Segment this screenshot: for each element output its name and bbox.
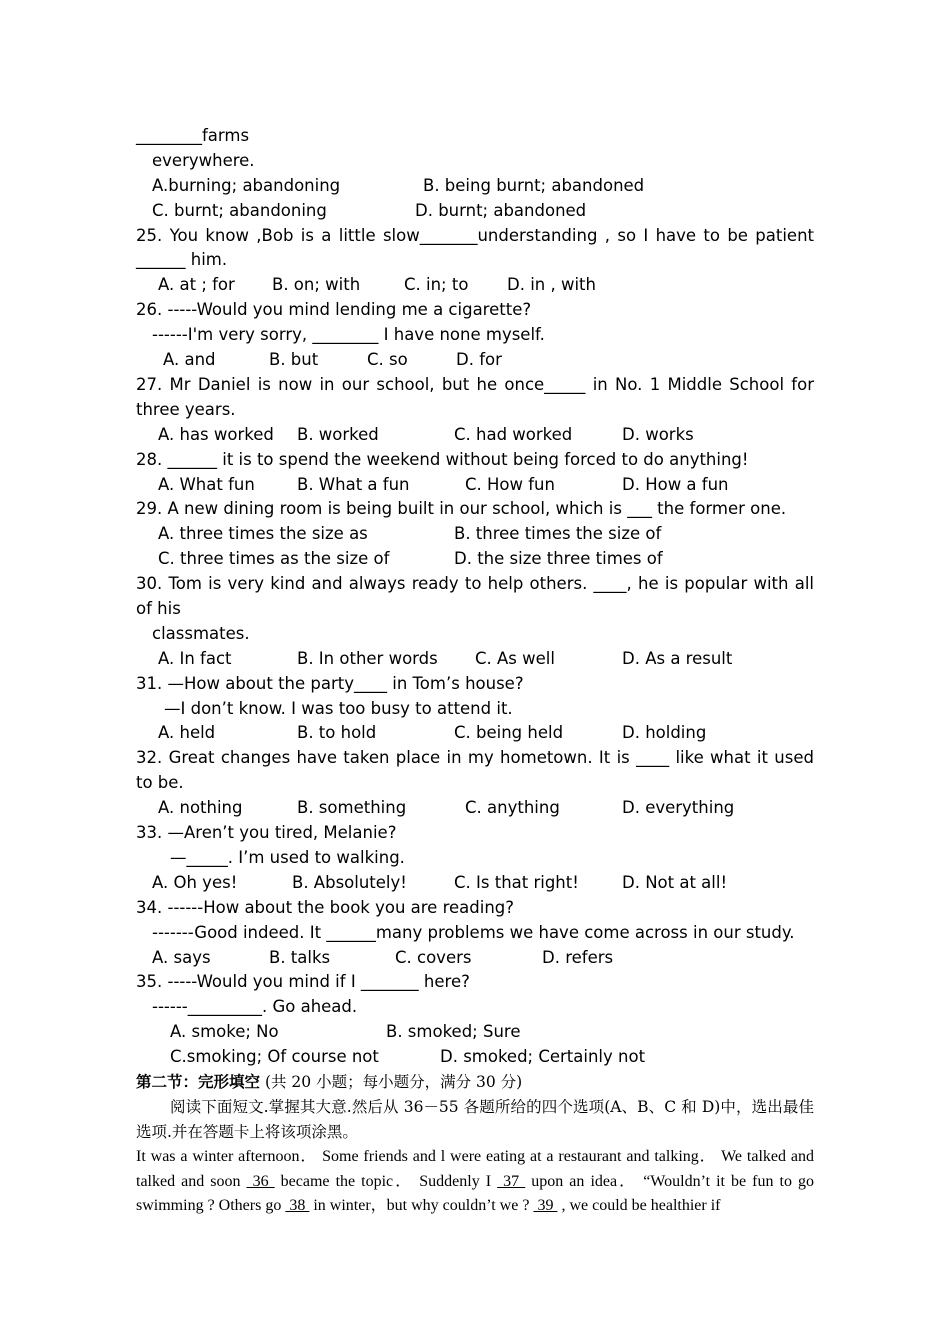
- q25-stem: 25. You know ,Bob is a little slow_______understanding , so I have to be patient ______ him.: [136, 225, 814, 270]
- q30-option-a: A. In fact: [158, 648, 232, 668]
- q28-option-a: A. What fun: [158, 474, 255, 494]
- q35-option-a: A. smoke; No: [170, 1022, 279, 1042]
- section2-heading: [136, 1070, 814, 1095]
- q32-options: [136, 796, 814, 821]
- cloze-blank: 39: [533, 1197, 558, 1215]
- q28-options: [136, 473, 814, 498]
- q28-option-d: D. How a fun: [622, 474, 729, 494]
- q34-option-b: B. talks: [269, 947, 331, 967]
- q24-option-c: C. burnt; abandoning: [152, 200, 327, 220]
- q26-stem: 26. -----Would you mind lending me a cigarette?: [136, 300, 532, 320]
- q33-stem2: —_____. I’m used to walking.: [170, 847, 405, 867]
- q34-stem: 34. ------How about the book you are reading?: [136, 897, 515, 917]
- q32-stem: 32. Great changes have taken place in my hometown. It is ____ like what it used to be.: [136, 748, 814, 793]
- q34-options: [136, 946, 814, 971]
- q33-stem: 33. —Aren’t you tired, Melanie?: [136, 823, 397, 843]
- q29-option-a: A. three times the size as: [158, 524, 368, 544]
- q29-options-row2: [136, 547, 814, 572]
- q26-option-a: A. and: [163, 350, 216, 370]
- q32-option-d: D. everything: [622, 798, 735, 818]
- q29-option-d: D. the size three times of: [454, 549, 663, 569]
- q35-option-d: D. smoked; Certainly not: [440, 1047, 646, 1067]
- q28-option-c: C. How fun: [465, 474, 555, 494]
- q28-stem: 28. ______ it is to spend the weekend without being forced to do anything!: [136, 449, 749, 469]
- q35-options-row2: [136, 1045, 814, 1070]
- q33-options: [136, 871, 814, 896]
- q26-stem2: ------I'm very sorry, ________ I have none myself.: [152, 325, 545, 345]
- q31-option-d: D. holding: [622, 723, 707, 743]
- cloze-blank: 37: [497, 1172, 526, 1190]
- q35-option-b: B. smoked; Sure: [386, 1022, 521, 1042]
- q33-option-b: B. Absolutely!: [292, 872, 407, 892]
- q30-options: [136, 647, 814, 672]
- q29-options-row1: [136, 522, 814, 547]
- cloze-passage: It was a winter afternoon． Some friends and l were eating at a restaurant and talking． We talked and talked and soon 36 became the topic． Suddenly I 37 upon an idea． “Wouldn’t it be fun to go swimming ? Others go 38 in winter，but why couldn’t we ? 39 , we could be healthier if: [136, 1147, 815, 1215]
- q24-option-d: D. burnt; abandoned: [415, 200, 587, 220]
- q32-option-a: A. nothing: [158, 798, 243, 818]
- q26-options: [136, 348, 814, 373]
- q29-stem: 29. A new dining room is being built in our school, which is ___ the former one.: [136, 499, 787, 519]
- q24-options-row1: [136, 174, 814, 199]
- q25-options: [136, 273, 814, 298]
- q29-option-c: C. three times as the size of: [158, 549, 390, 569]
- cloze-blank: 38: [285, 1197, 310, 1215]
- q33-option-c: C. Is that right!: [454, 872, 579, 892]
- q30-option-d: D. As a result: [622, 648, 733, 668]
- q33-option-d: D. Not at all!: [622, 872, 728, 892]
- q35-option-c: C.smoking; Of course not: [170, 1047, 379, 1067]
- q30-stem: 30. Tom is very kind and always ready to help others. ____, he is popular with all of his: [136, 574, 814, 618]
- section2-heading-title: 第二节：完形填空: [136, 1071, 261, 1091]
- q35-stem: 35. -----Would you mind if I _______ here?: [136, 972, 470, 992]
- q26-option-d: D. for: [456, 350, 502, 370]
- q25-option-c: C. in; to: [404, 275, 469, 295]
- q27-option-b: B. worked: [297, 424, 379, 444]
- q25-option-a: A. at ; for: [158, 275, 235, 295]
- q31-options: [136, 721, 814, 746]
- q31-stem2: —I don’t know. I was too busy to attend it.: [164, 698, 513, 718]
- cloze-blank: 36: [246, 1172, 275, 1190]
- q34-option-c: C. covers: [395, 947, 472, 967]
- q34-option-d: D. refers: [542, 947, 614, 967]
- q25-option-d: D. in , with: [507, 275, 596, 295]
- exam-page: [136, 124, 814, 1219]
- q27-stem: 27. Mr Daniel is now in our school, but he once_____ in No. 1 Middle School for three years.: [136, 374, 814, 419]
- q24-option-b: B. being burnt; abandoned: [423, 175, 645, 195]
- q31-stem: 31. —How about the party____ in Tom’s house?: [136, 673, 524, 693]
- section2-instructions: 阅读下面短文.掌握其大意.然后从 36－55 各题所给的四个选项(A、B、C 和 D)中，选出最佳选项.并在答题卡上将该项涂黑。: [136, 1097, 814, 1141]
- q24-line1: ________farms: [136, 126, 250, 145]
- q27-option-c: C. had worked: [454, 424, 573, 444]
- q26-option-b: B. but: [269, 350, 319, 370]
- q27-option-a: A. has worked: [158, 424, 274, 444]
- q25-option-b: B. on; with: [272, 275, 361, 295]
- q32-option-b: B. something: [297, 798, 407, 818]
- q31-option-c: C. being held: [454, 723, 564, 743]
- q30-stem2: classmates.: [152, 623, 250, 643]
- q30-option-c: C. As well: [475, 648, 555, 668]
- q28-option-b: B. What a fun: [297, 474, 410, 494]
- q29-option-b: B. three times the size of: [454, 524, 662, 544]
- q35-stem2: ------_________. Go ahead.: [152, 997, 358, 1017]
- q35-options-row1: [136, 1020, 814, 1045]
- section2-heading-detail: (共 20 小题；每小题分，满分 30 分): [260, 1072, 523, 1091]
- q32-option-c: C. anything: [465, 798, 560, 818]
- q34-stem2: -------Good indeed. It ______many problems we have come across in our study.: [152, 922, 795, 942]
- q26-option-c: C. so: [367, 350, 408, 370]
- q31-option-b: B. to hold: [297, 723, 377, 743]
- q27-options: [136, 423, 814, 448]
- q27-option-d: D. works: [622, 424, 694, 444]
- q31-option-a: A. held: [158, 723, 216, 743]
- q24-option-a: A.burning; abandoning: [152, 175, 341, 195]
- q30-option-b: B. In other words: [297, 648, 438, 668]
- q24-line2: everywhere.: [152, 150, 255, 170]
- q34-option-a: A. says: [152, 947, 211, 967]
- q24-options-row2: [136, 199, 814, 224]
- q33-option-a: A. Oh yes!: [152, 872, 238, 892]
